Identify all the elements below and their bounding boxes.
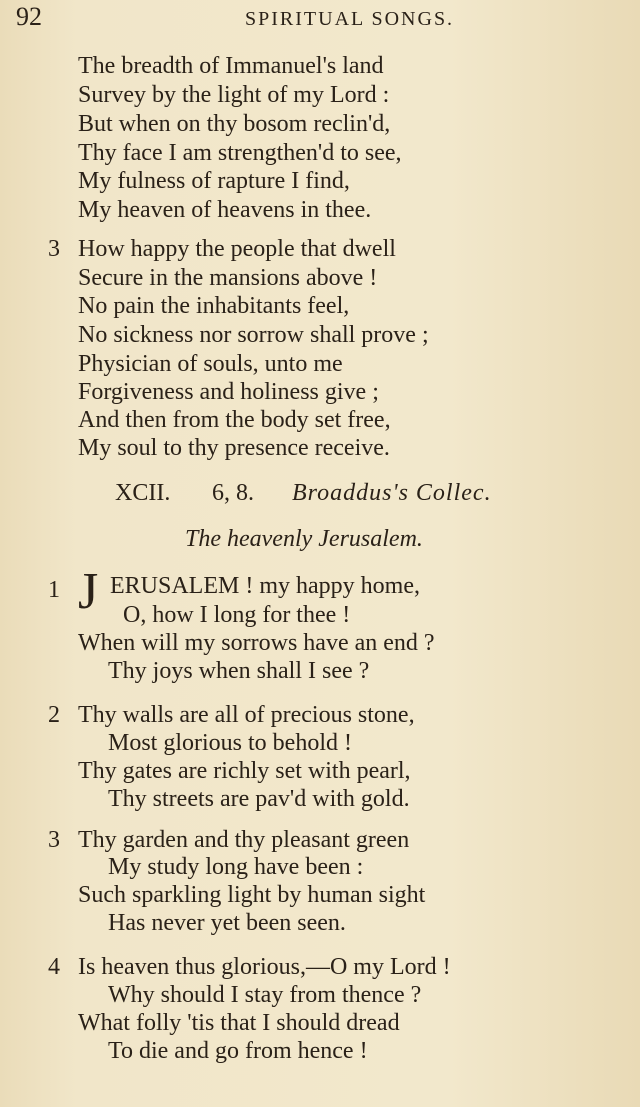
verse-line: Thy streets are pav'd with gold. <box>108 786 410 812</box>
verse-line: Has never yet been seen. <box>108 910 346 936</box>
verse-line: Thy face I am strengthen'd to see, <box>78 140 402 166</box>
running-head: SPIRITUAL SONGS. <box>245 8 455 30</box>
verse-line: Is heaven thus glorious,—O my Lord ! <box>78 954 451 980</box>
verse-line: My soul to thy presence receive. <box>78 435 390 461</box>
verse-line: Forgiveness and holiness give ; <box>78 379 379 405</box>
hymn-title: The heavenly Jerusalem. <box>185 526 423 552</box>
stanza-number: 4 <box>48 954 60 980</box>
verse-line: And then from the body set free, <box>78 407 391 433</box>
verse-line: Thy garden and thy pleasant green <box>78 827 410 853</box>
stanza-number: 3 <box>48 827 60 853</box>
stanza-number: 3 <box>48 236 60 262</box>
verse-line: How happy the people that dwell <box>78 236 396 262</box>
verse-line: Thy walls are all of precious stone, <box>78 702 415 728</box>
verse-line: But when on thy bosom reclin'd, <box>78 111 391 137</box>
verse-line: Most glorious to behold ! <box>108 730 352 756</box>
verse-line: ERUSALEM ! my happy home, <box>110 573 420 599</box>
stanza-number: 1 <box>48 577 60 603</box>
verse-line: Thy gates are richly set with pearl, <box>78 758 411 784</box>
stanza-number: 2 <box>48 702 60 728</box>
page-number: 92 <box>16 2 42 31</box>
page-header <box>0 2 640 38</box>
verse-line: Survey by the light of my Lord : <box>78 82 390 108</box>
drop-cap: J <box>78 563 99 620</box>
verse-line: Thy joys when shall I see ? <box>108 658 370 684</box>
hymn-number: XCII. <box>115 480 171 506</box>
verse-line: Why should I stay from thence ? <box>108 982 422 1008</box>
verse-line: What folly 'tis that I should dread <box>78 1010 400 1036</box>
verse-line: Secure in the mansions above ! <box>78 265 378 291</box>
verse-line: No sickness nor sorrow shall prove ; <box>78 322 429 348</box>
verse-line: When will my sorrows have an end ? <box>78 630 435 656</box>
hymn-meter: 6, 8. <box>212 480 254 506</box>
verse-line: No pain the inhabitants feel, <box>78 293 350 319</box>
verse-line: To die and go from hence ! <box>108 1038 368 1064</box>
verse-line: My fulness of rapture I find, <box>78 168 350 194</box>
verse-line: My study long have been : <box>108 854 364 880</box>
hymn-heading <box>0 480 640 512</box>
verse-line: The breadth of Immanuel's land <box>78 53 384 79</box>
hymn-source: Broaddus's Collec. <box>292 480 492 506</box>
verse-line: My heaven of heavens in thee. <box>78 197 372 223</box>
verse-line: O, how I long for thee ! <box>123 602 351 628</box>
verse-line: Physician of souls, unto me <box>78 351 343 377</box>
verse-line: Such sparkling light by human sight <box>78 882 426 908</box>
